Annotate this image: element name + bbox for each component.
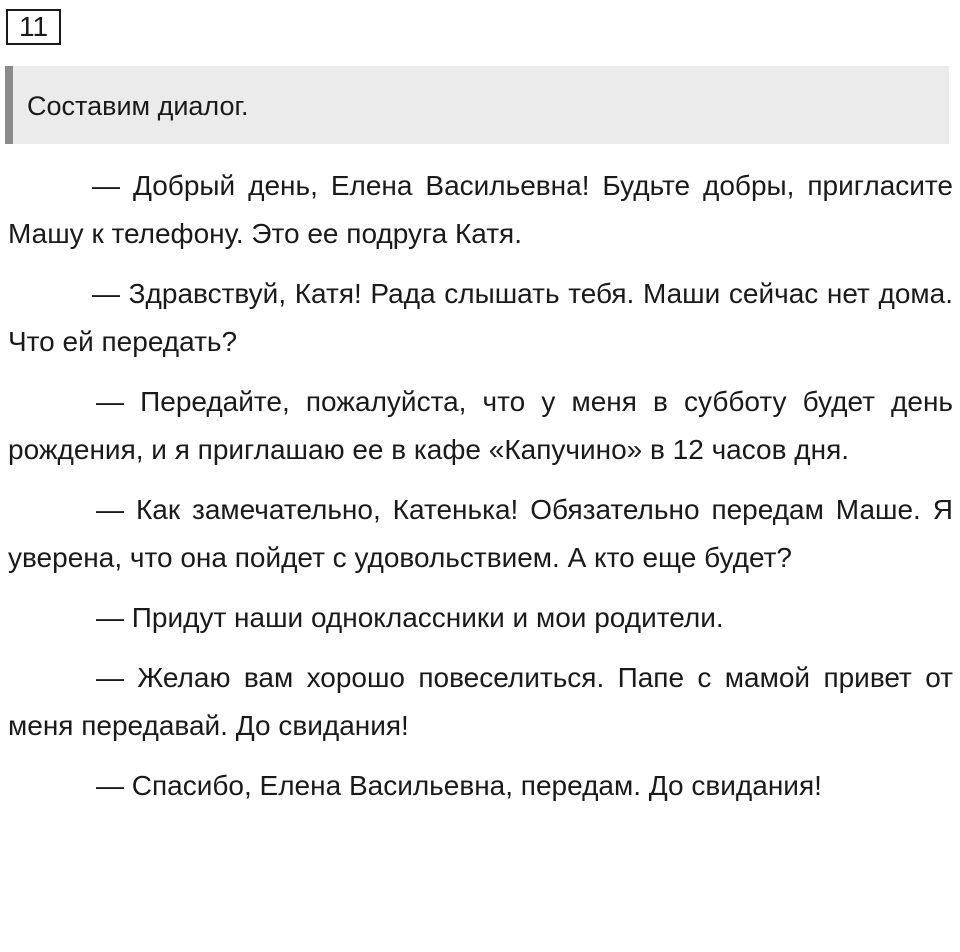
dialog-text [8,162,953,822]
task-instruction-bar [5,66,949,144]
task-number: 11 [6,9,61,45]
task-instruction: Составим диалог. [27,91,249,121]
dialog-line-6: — Желаю вам хорошо повеселиться. Папе с мамой привет от меня передавай. До свидания! [8,662,953,741]
dialog-line-4: — Как замечательно, Катенька! Обязательно передам Маше. Я уверена, что она пойдет с удовольствием. А кто еще будет? [8,494,953,573]
dialog-line-7: — Спасибо, Елена Васильевна, передам. До свидания! [96,770,822,801]
dialog-line-1: — Добрый день, Елена Васильевна! Будьте добры, пригласите Машу к телефону. Это ее подруга Катя. [8,170,953,249]
dialog-line-5: — Придут наши одноклассники и мои родители. [96,602,724,633]
dialog-line-3: — Передайте, пожалуйста, что у меня в субботу будет день рождения, и я приглашаю ее в кафе «Капучино» в 12 часов дня. [8,386,953,465]
dialog-line-2: — Здравствуй, Катя! Рада слышать тебя. Маши сейчас нет дома. Что ей передать? [8,278,953,357]
